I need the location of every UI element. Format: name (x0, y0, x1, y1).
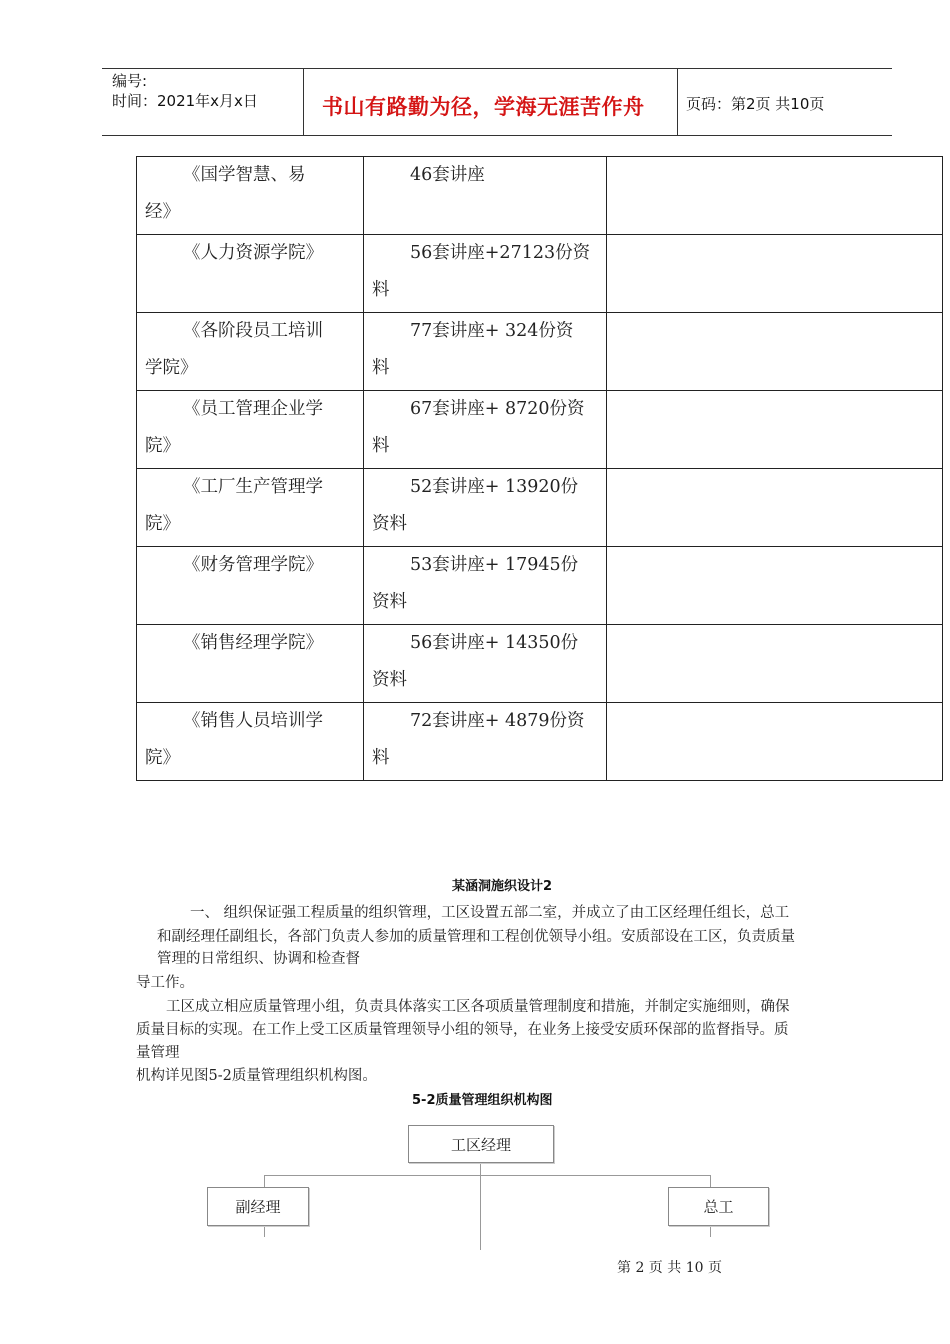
table-row (137, 235, 943, 313)
course-name-cell (137, 391, 364, 469)
course-name-cell (137, 625, 364, 703)
header-top-rule (102, 68, 892, 69)
course-amount-cell (364, 547, 607, 625)
empty-cell (607, 235, 943, 313)
course-amount-line2: 料 (372, 748, 390, 768)
paragraph-1-line-1: 一、 组织保证强工程质量的组织管理，工区设置五部二室，并成立了由工区经理任组长，总工 (190, 905, 790, 921)
paragraph-1-line-4: 导工作。 (136, 975, 194, 991)
table-row (137, 313, 943, 391)
paragraph-2-line-4: 机构详见图5-2质量管理组织机构图。 (136, 1068, 377, 1084)
empty-cell (607, 625, 943, 703)
table-row (137, 547, 943, 625)
course-name-line2: 院》 (145, 514, 180, 534)
empty-cell (607, 391, 943, 469)
table-row (137, 625, 943, 703)
empty-cell (607, 313, 943, 391)
course-name-cell (137, 157, 364, 235)
course-amount-cell (364, 391, 607, 469)
course-name-cell (137, 313, 364, 391)
course-name-line2: 院》 (145, 436, 180, 456)
course-name-cell (137, 235, 364, 313)
course-amount-line1: 56套讲座+ 14350份 (410, 633, 579, 653)
connector-right-below (710, 1225, 711, 1237)
document-title: 某涵洞施织设计2 (452, 879, 553, 894)
org-node-manager (408, 1125, 554, 1163)
connector-left-below (264, 1225, 265, 1237)
course-name-line1: 《人力资源学院》 (183, 243, 323, 263)
org-node-deputy-manager (207, 1187, 309, 1226)
paragraph-2-line-1: 工区成立相应质量管理小组，负责具体落实工区各项质量管理制度和措施，并制定实施细则，确保 (166, 999, 790, 1015)
course-amount-cell (364, 235, 607, 313)
course-amount-line1: 56套讲座+27123份资 (410, 243, 591, 263)
course-amount-cell (364, 703, 607, 781)
course-name-line1: 《国学智慧、易 (183, 165, 306, 185)
course-amount-line1: 53套讲座+ 17945份 (410, 555, 579, 575)
course-amount-cell (364, 625, 607, 703)
org-node-deputy-manager-label: 副经理 (235, 1198, 281, 1216)
course-name-line1: 《各阶段员工培训 (183, 321, 323, 341)
course-amount-line1: 52套讲座+ 13920份 (410, 477, 579, 497)
org-node-chief-engineer-label: 总工 (703, 1198, 734, 1216)
paragraph-2-line-3: 量管理 (136, 1045, 180, 1061)
course-name-line1: 《销售人员培训学 (183, 711, 323, 731)
connector-horizontal (264, 1175, 711, 1176)
course-amount-line1: 72套讲座+ 4879份资 (410, 711, 585, 731)
course-amount-line2: 料 (372, 280, 390, 300)
course-name-line2: 院》 (145, 748, 180, 768)
paragraph-1-line-3: 管理的日常组织、协调和检查督 (157, 951, 360, 967)
course-amount-line1: 67套讲座+ 8720份资 (410, 399, 585, 419)
course-amount-line1: 46套讲座 (410, 165, 485, 185)
course-name-line2: 学院》 (145, 358, 198, 378)
table-row (137, 391, 943, 469)
course-amount-line2: 资料 (372, 514, 407, 534)
course-name-cell (137, 547, 364, 625)
course-name-line1: 《员工管理企业学 (183, 399, 323, 419)
header-number-label: 编号: (112, 72, 148, 90)
empty-cell (607, 703, 943, 781)
header-motto: 书山有路勤为径，学海无涯苦作舟 (322, 95, 645, 119)
header-bottom-rule (102, 135, 892, 136)
course-amount-line2: 资料 (372, 592, 407, 612)
header-divider-left (303, 69, 304, 136)
empty-cell (607, 547, 943, 625)
lecture-table (136, 156, 943, 781)
connector-right-down (710, 1175, 711, 1187)
course-name-cell (137, 469, 364, 547)
table-row (137, 469, 943, 547)
org-node-chief-engineer (668, 1187, 769, 1226)
course-amount-cell (364, 313, 607, 391)
connector-left-down (264, 1175, 265, 1187)
course-name-cell (137, 703, 364, 781)
org-node-manager-label: 工区经理 (450, 1135, 511, 1154)
course-amount-line2: 料 (372, 358, 390, 378)
course-name-line1: 《财务管理学院》 (183, 555, 323, 575)
course-amount-cell (364, 469, 607, 547)
paragraph-2-line-2: 质量目标的实现。在工作上受工区质量管理领导小组的领导，在业务上接受安质环保部的监督指导。质 (136, 1022, 789, 1038)
header-divider-right (677, 69, 678, 136)
header-page-label: 页码：第2页 共10页 (686, 95, 825, 113)
table-row (137, 703, 943, 781)
page-footer: 第 2 页 共 10 页 (617, 1260, 722, 1276)
empty-cell (607, 469, 943, 547)
course-amount-line2: 资料 (372, 670, 407, 690)
course-amount-cell (364, 157, 607, 235)
course-name-line2: 经》 (145, 202, 180, 222)
table-row (137, 157, 943, 235)
figure-title: 5-2质量管理组织机构图 (412, 1093, 553, 1108)
course-name-line1: 《销售经理学院》 (183, 633, 323, 653)
empty-cell (607, 157, 943, 235)
course-name-line1: 《工厂生产管理学 (183, 477, 323, 497)
course-amount-line1: 77套讲座+ 324份资 (410, 321, 574, 341)
header-time-label: 时间：2021年x月x日 (112, 92, 258, 110)
paragraph-1-line-2: 和副经理任副组长，各部门负责人参加的质量管理和工程创优领导小组。安质部设在工区，负责质量 (157, 929, 795, 945)
course-amount-line2: 料 (372, 436, 390, 456)
